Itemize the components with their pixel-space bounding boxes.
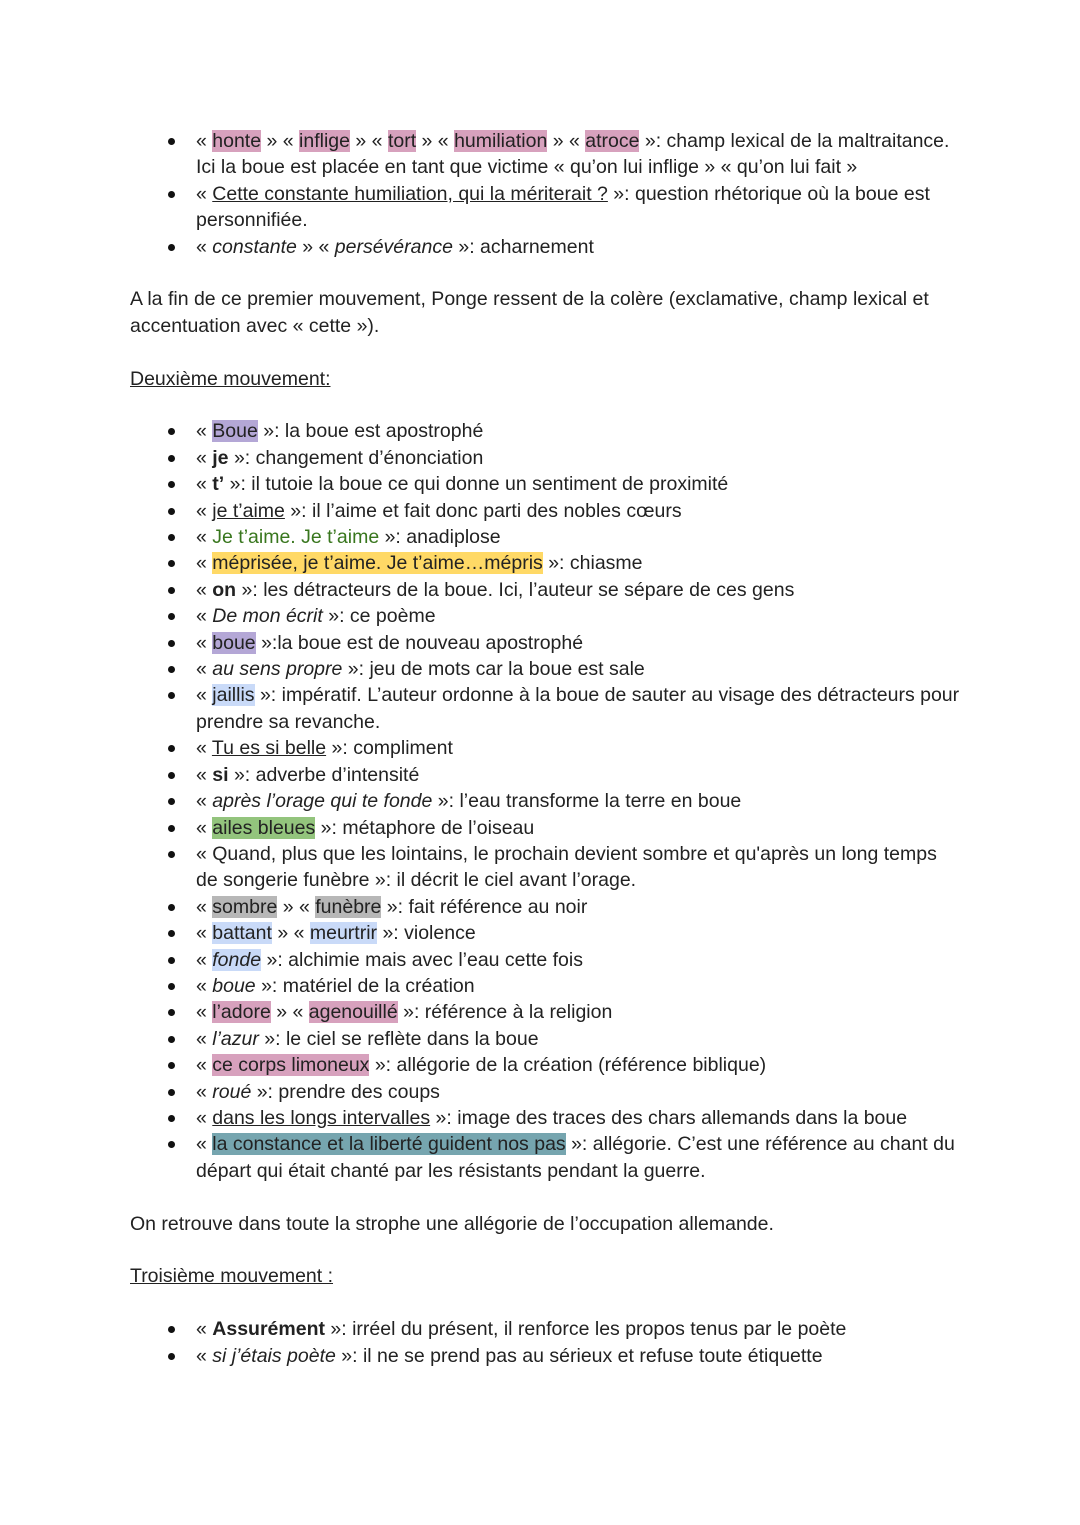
highlighted-term: inflige (299, 130, 350, 152)
list-item (130, 1343, 960, 1369)
list-item (130, 894, 960, 920)
heading-second-movement-text: Deuxième mouvement: (130, 367, 331, 390)
list-item (130, 735, 960, 761)
list-item (130, 1026, 960, 1052)
list-item (130, 1079, 960, 1105)
list-item (130, 841, 960, 894)
text-segment: »: adverbe d’intensité (228, 763, 420, 786)
text-segment: « (196, 446, 213, 469)
text-segment: « (196, 578, 213, 601)
text-segment: « (196, 1318, 213, 1341)
text-segment: « (196, 182, 213, 205)
highlighted-term: on (212, 578, 237, 601)
highlighted-term: ailes bleues (212, 816, 316, 839)
text-segment: »: matériel de la création (255, 974, 475, 997)
text-segment: « (196, 235, 213, 258)
text-segment: « (196, 763, 213, 786)
text-segment: »: fait référence au noir (381, 895, 588, 918)
list-item (130, 920, 960, 946)
text-segment: « (196, 552, 213, 575)
highlighted-term: au sens propre (212, 658, 343, 681)
text-segment: »:la boue est de nouveau apostrophé (255, 631, 584, 654)
heading-third-movement (130, 1263, 960, 1289)
text-segment: « Quand, plus que les lointains, le prochain devient sombre et qu'après un long temps de songerie funèbre »: il décrit le ciel avant l’orage. (196, 842, 937, 892)
text-segment: « (196, 420, 213, 443)
highlighted-term: Boue (212, 420, 258, 443)
highlighted-term: boue (212, 631, 256, 654)
list-item (130, 1052, 960, 1078)
list-item (130, 524, 960, 550)
list-item (130, 682, 960, 735)
document-page (130, 128, 960, 1369)
highlighted-term: meurtrir (309, 922, 378, 945)
list-item (130, 445, 960, 471)
text-segment: »: champ lexical de la maltraitance. Ici la boue est placée en tant que victime « qu’on lui inflige » « qu’on lui fait » (196, 130, 950, 179)
text-segment: « (196, 790, 213, 813)
text-segment: »: métaphore de l’oiseau (315, 816, 535, 839)
text-segment: « (196, 1133, 213, 1156)
text-segment: »: alchimie mais avec l’eau cette fois (261, 948, 583, 971)
highlighted-term: constante (212, 235, 297, 258)
heading-third-movement-text: Troisième mouvement : (130, 1265, 334, 1288)
highlighted-term: méprisée, je t’aime. Je t’aime…mépris (212, 552, 543, 575)
highlighted-term: honte (212, 130, 262, 152)
highlighted-term: atroce (585, 130, 640, 152)
text-segment: » « (547, 130, 586, 152)
text-segment: »: le ciel se reflète dans la boue (258, 1027, 539, 1050)
list-item (130, 762, 960, 788)
highlighted-term: l’adore (212, 1001, 271, 1024)
text-segment: « (196, 974, 213, 997)
text-segment: » « (349, 130, 388, 152)
highlighted-term: roué (212, 1080, 252, 1103)
list-item (130, 1105, 960, 1131)
text-segment: »: allégorie de la création (référence biblique) (369, 1054, 767, 1077)
highlighted-term: De mon écrit (212, 605, 323, 628)
text-segment: »: les détracteurs de la boue. Ici, l’auteur se sépare de ces gens (236, 578, 795, 601)
paragraph-end-first-movement: A la fin de ce premier mouvement, Ponge ressent de la colère (exclamative, champ lexical et accentuation avec « cette »). (130, 288, 929, 337)
text-segment: »: compliment (326, 737, 453, 760)
highlighted-term: battant (212, 922, 272, 945)
text-segment: « (196, 473, 213, 496)
text-segment: « (196, 658, 213, 681)
text-segment: »: il tutoie la boue ce qui donne un sentiment de proximité (224, 473, 729, 496)
highlighted-term: tort (387, 130, 417, 152)
text-segment: « (196, 816, 213, 839)
text-segment: « (196, 499, 213, 522)
list-item (130, 550, 960, 576)
highlighted-term: boue (212, 974, 256, 997)
text-segment: »: référence à la religion (397, 1001, 613, 1024)
text-segment: » « (416, 130, 455, 152)
highlighted-term: jaillis (212, 684, 255, 707)
text-segment: « (196, 1344, 213, 1367)
text-segment: »: changement d’énonciation (228, 446, 484, 469)
text-segment: »: violence (377, 922, 476, 945)
text-segment: »: image des traces des chars allemands dans la boue (430, 1106, 908, 1129)
text-segment: « (196, 737, 212, 760)
text-segment: »: anadiplose (379, 526, 501, 549)
text-segment: » « (270, 1001, 309, 1024)
text-segment: »: il l’aime et fait donc parti des nobles cœurs (284, 499, 682, 522)
highlighted-term: funèbre (315, 895, 382, 918)
list-item (130, 603, 960, 629)
highlighted-term: je (212, 446, 229, 469)
text-segment: »: impératif. L’auteur ordonne à la boue de sauter au visage des détracteurs pour prendre sa revanche. (196, 684, 960, 733)
highlighted-term: si j’étais poète (212, 1344, 336, 1367)
list-item (130, 498, 960, 524)
text-segment: »: la boue est apostrophé (257, 420, 484, 443)
list-item (130, 234, 960, 260)
text-segment: « (196, 631, 213, 654)
text-segment: »: acharnement (452, 235, 594, 258)
text-segment: « (196, 1054, 213, 1077)
list-item (130, 999, 960, 1025)
text-segment: » « (296, 235, 335, 258)
highlighted-term: dans les longs intervalles (212, 1106, 431, 1129)
text-segment: « (196, 948, 213, 971)
text-segment: »: allégorie. C’est une référence au chant du départ qui était chanté par les résistants pendant la guerre. (196, 1133, 955, 1182)
text-segment: »: l’eau transforme la terre en boue (432, 790, 742, 813)
list-item (130, 630, 960, 656)
list-item (130, 656, 960, 682)
list-third-movement (130, 1316, 960, 1369)
text-segment: »: prendre des coups (251, 1080, 440, 1103)
highlighted-term: l’azur (212, 1027, 259, 1050)
highlighted-term: Assurément (212, 1318, 325, 1341)
text-segment: « (196, 1027, 213, 1050)
list-item (130, 973, 960, 999)
text-segment: « (196, 1106, 213, 1129)
highlighted-term: si (212, 763, 229, 786)
text-segment: »: jeu de mots car la boue est sale (342, 658, 645, 681)
list-item (130, 1316, 960, 1342)
text-segment: » « (277, 895, 316, 918)
list-item (130, 128, 960, 181)
text-segment: « (196, 605, 213, 628)
text-segment: » « (261, 130, 300, 152)
highlighted-term: Tu es si belle (211, 737, 327, 760)
text-segment: » « (271, 922, 310, 945)
text-segment: »: irréel du présent, il renforce les propos tenus par le poète (324, 1318, 847, 1341)
list-item (130, 181, 960, 234)
highlighted-term: t’ (212, 473, 225, 496)
text-segment: »: ce poème (322, 605, 436, 628)
highlighted-term: humiliation (454, 130, 548, 152)
text-segment: « (196, 1001, 213, 1024)
text-segment: « (196, 684, 213, 707)
heading-second-movement (130, 366, 960, 392)
highlighted-term: fonde (212, 948, 262, 971)
text-segment: »: question rhétorique où la boue est personnifiée. (196, 182, 930, 232)
list-item (130, 815, 960, 841)
highlighted-term: la constance et la liberté guident nos pas (212, 1133, 566, 1156)
list-item (130, 947, 960, 973)
list-item (130, 471, 960, 497)
list-item (130, 577, 960, 603)
highlighted-term: Cette constante humiliation, qui la mériterait ? (212, 182, 608, 205)
text-segment: »: chiasme (542, 552, 643, 575)
list-second-movement (130, 418, 960, 1184)
list-item (130, 788, 960, 814)
highlighted-term: persévérance (334, 235, 453, 258)
highlighted-term: ce corps limoneux (212, 1054, 370, 1077)
text-segment: »: il ne se prend pas au sérieux et refuse toute étiquette (335, 1344, 823, 1367)
highlighted-term: après l’orage qui te fonde (212, 790, 433, 813)
highlighted-term: agenouillé (308, 1001, 398, 1024)
text-segment: « (196, 1080, 213, 1103)
list-item (130, 1131, 960, 1184)
text-segment: « (196, 526, 213, 549)
highlighted-term: Je t’aime. Je t’aime (212, 526, 380, 549)
text-segment: « (196, 922, 213, 945)
list-item (130, 418, 960, 444)
list-first-movement (130, 128, 960, 260)
text-segment: « (196, 895, 213, 918)
paragraph-allegory-occupation: On retrouve dans toute la strophe une allégorie de l’occupation allemande. (130, 1212, 774, 1235)
highlighted-term: je t’aime (212, 499, 285, 522)
highlighted-term: sombre (212, 895, 278, 918)
text-segment: « (196, 130, 213, 152)
